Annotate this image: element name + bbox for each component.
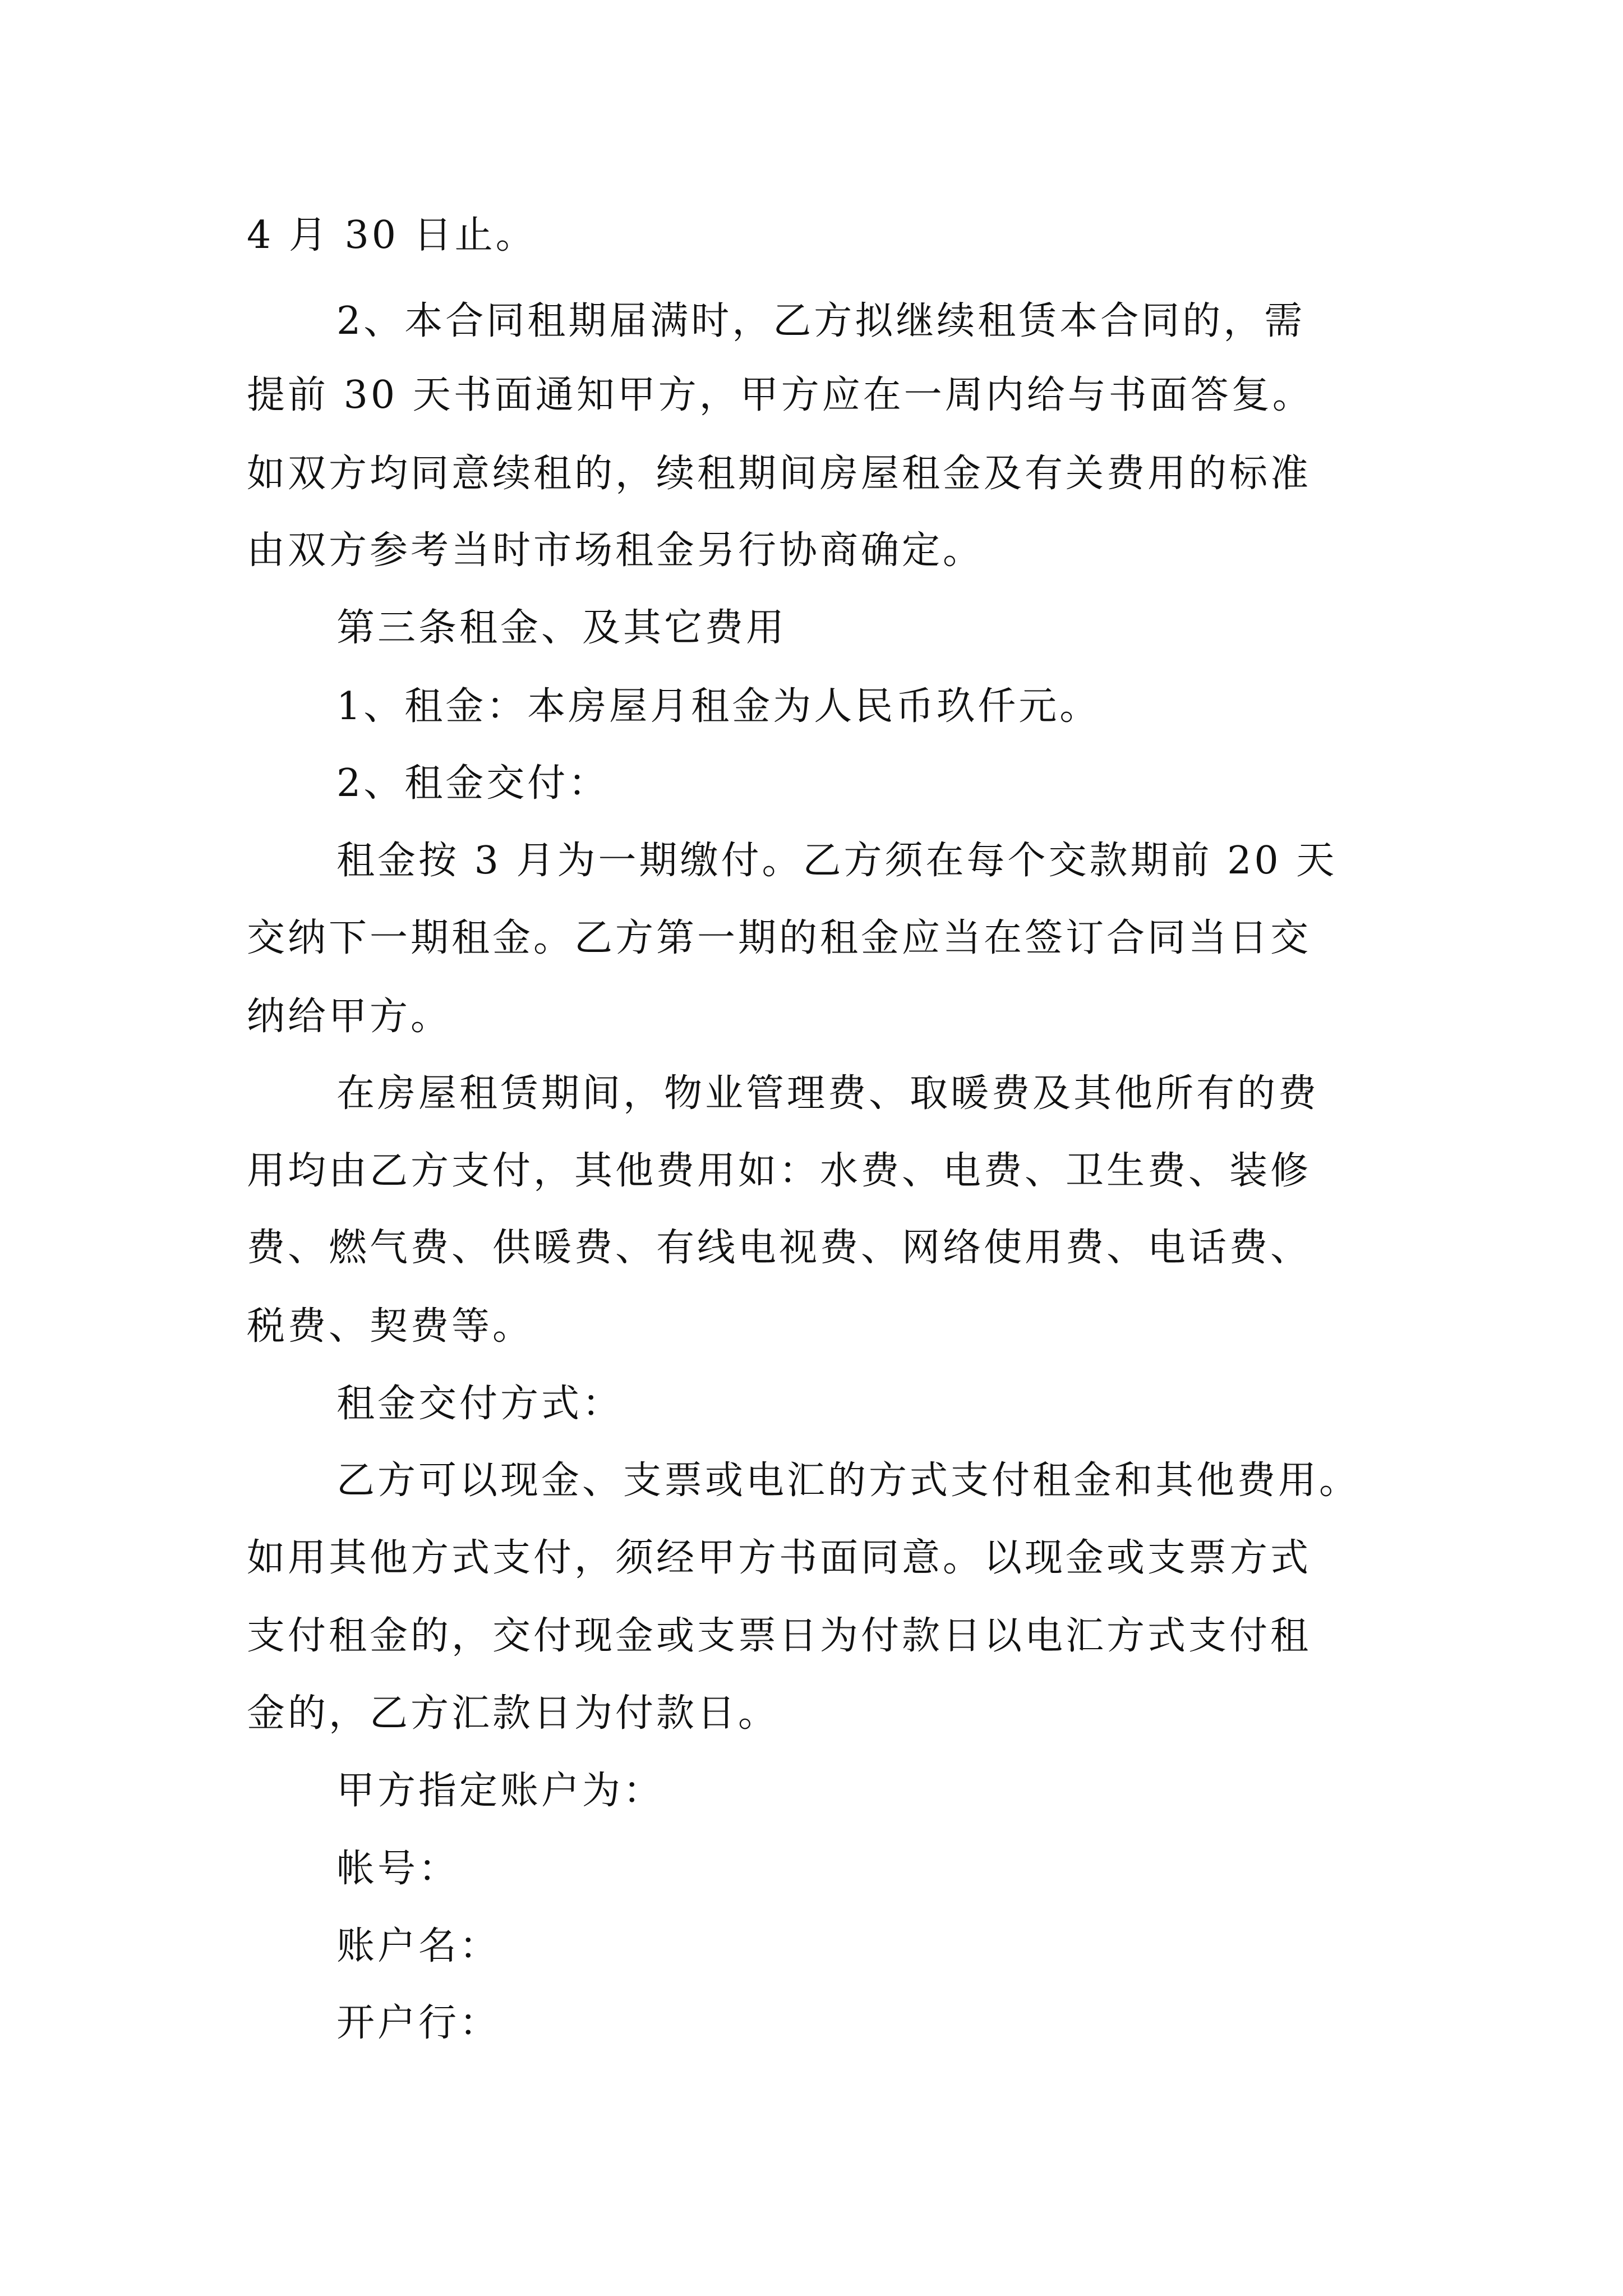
text-line: 甲方指定账户为： <box>336 1769 665 1813</box>
text-line: 1、租金：本房屋月租金为人民币玖仟元。 <box>336 684 1101 729</box>
text-line: 租金交付方式： <box>336 1382 624 1426</box>
text-line: 税费、契费等。 <box>247 1304 534 1349</box>
text-line: 用均由乙方支付，其他费用如：水费、电费、卫生费、装修 <box>247 1149 1312 1193</box>
text-line: 交纳下一期租金。乙方第一期的租金应当在签订合同当日交 <box>247 916 1312 960</box>
text-line: 2、租金交付： <box>336 761 610 806</box>
account-name-label: 账户名： <box>336 1924 501 1968</box>
text-line: 费、燃气费、供暖费、有线电视费、网络使用费、电话费、 <box>247 1226 1312 1270</box>
text-line: 纳给甲方。 <box>247 995 452 1039</box>
text-line: 乙方可以现金、支票或电汇的方式支付租金和其他费用。 <box>336 1458 1361 1503</box>
text-line: 金的，乙方汇款日为付款日。 <box>247 1691 780 1736</box>
text-line: 在房屋租赁期间，物业管理费、取暖费及其他所有的费 <box>336 1071 1320 1116</box>
account-number-label: 帐号： <box>336 1847 460 1891</box>
text-line: 2、本合同租期届满时，乙方拟继续租赁本合同的，需 <box>336 299 1306 343</box>
text-line: 由双方参考当时市场租金另行协商确定。 <box>247 528 984 573</box>
bank-label: 开户行： <box>336 2001 501 2045</box>
text-line: 支付租金的，交付现金或支票日为付款日以电汇方式支付租 <box>247 1614 1312 1658</box>
text-line: 租金按 3 月为一期缴付。乙方须在每个交款期前 20 天 <box>336 839 1338 883</box>
text-line: 如双方均同意续租的，续租期间房屋租金及有关费用的标准 <box>247 452 1312 496</box>
text-line: 4 月 30 日止。 <box>247 213 537 257</box>
section-heading: 第三条租金、及其它费用 <box>336 606 787 650</box>
text-line: 如用其他方式支付，须经甲方书面同意。以现金或支票方式 <box>247 1536 1312 1580</box>
text-line: 提前 30 天书面通知甲方，甲方应在一周内给与书面答复。 <box>247 373 1313 417</box>
